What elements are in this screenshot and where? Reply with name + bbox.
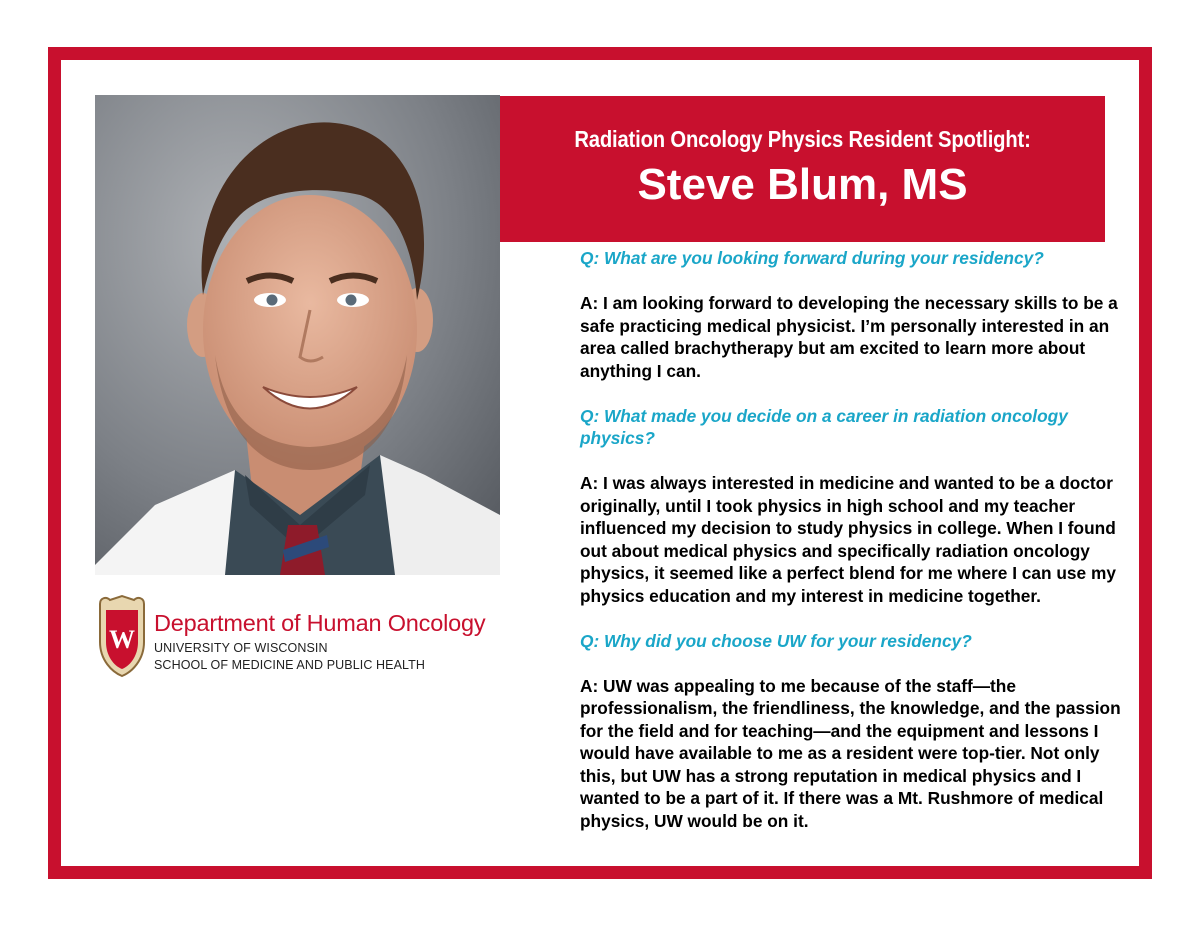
question-1: Q: What are you looking forward during your residency? [580, 248, 1044, 268]
uw-crest-icon [96, 594, 148, 678]
university-name: UNIVERSITY OF WISCONSIN [154, 641, 328, 655]
crest-letter: W [109, 625, 135, 654]
department-name: Department of Human Oncology [154, 610, 486, 636]
answer-1: A: I am looking forward to developing the necessary skills to be a safe practicing medical physicist. I’m personally interested in an area called brachytherapy but am excited to learn more about anything I can. [580, 293, 1118, 381]
school-name: SCHOOL OF MEDICINE AND PUBLIC HEALTH [154, 658, 426, 672]
interview-section [580, 247, 1125, 832]
question-2: Q: What made you decide on a career in radiation oncology physics? [580, 405, 1068, 448]
resident-name: Steve Blum, MS [637, 160, 968, 209]
portrait-photo [95, 95, 500, 575]
banner-subtitle: Radiation Oncology Physics Resident Spotlight: [574, 126, 1031, 152]
answer-2: A: I was always interested in medicine and wanted to be a doctor originally, until I took physics in high school and my teacher influenced my decision to study physics in college. When I found out about medical physics and specifically radiation oncology physics, it seemed like a perfect blend for me where I can use my physics education and my interest in medicine together. [580, 473, 1116, 606]
answer-3: A: UW was appealing to me because of the staff—the professionalism, the friendliness, the knowledge, and the passion for the field and for teaching—and the equipment and lessons I would have available to me as a resident were top-tier. Not only this, but UW has a strong reputation in medical physics and I wanted to be a part of it. If there was a Mt. Rushmore of medical physics, UW would be on it. [580, 675, 1121, 831]
question-3: Q: Why did you choose UW for your residency? [580, 630, 972, 651]
department-logo [96, 594, 516, 684]
header-banner [500, 96, 1105, 242]
